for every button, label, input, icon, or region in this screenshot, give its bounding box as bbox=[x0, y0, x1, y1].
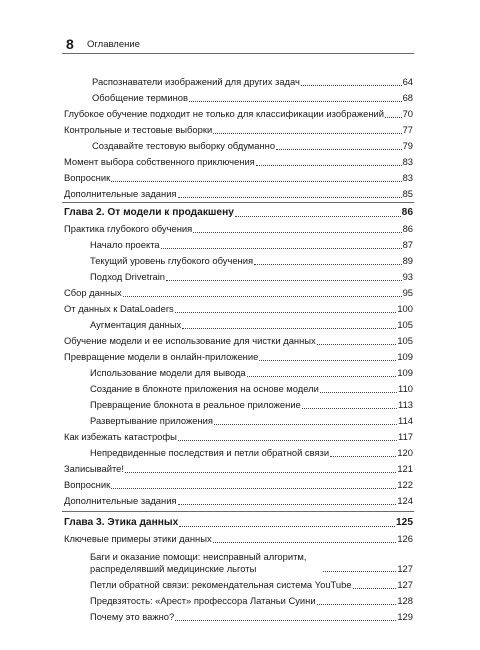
toc-leader-dots bbox=[301, 84, 402, 86]
toc-entry-title: Сбор данных bbox=[64, 287, 122, 298]
toc-leader-dots bbox=[193, 231, 401, 233]
toc-entry-page: 121 bbox=[397, 463, 413, 474]
toc-entry-title: Распознаватели изображений для других задач bbox=[92, 76, 300, 87]
toc-leader-dots bbox=[213, 541, 397, 543]
toc-entry-title: Дополнительные задания bbox=[64, 495, 177, 506]
toc-entry-page: 95 bbox=[402, 287, 413, 298]
toc-entry-title: Создание в блокноте приложения на основе модели bbox=[90, 383, 319, 394]
toc-entry bbox=[64, 532, 413, 546]
toc-leader-dots bbox=[179, 525, 395, 527]
toc-entry-title: Предвзятость: «Арест» профессора Латаньи Суини bbox=[90, 595, 316, 606]
toc-entry-page: 113 bbox=[398, 399, 413, 410]
toc-entry bbox=[64, 286, 413, 300]
toc-entry-title: Глава 3. Этика данных bbox=[64, 517, 179, 528]
toc-entry bbox=[90, 414, 413, 428]
toc-entry-title: Почему это важно? bbox=[90, 611, 175, 622]
toc-entry-page: 77 bbox=[402, 124, 413, 135]
toc-entry bbox=[92, 139, 413, 153]
toc-entry-title: Глубокое обучение подходит не только для классификации изображений bbox=[64, 108, 384, 119]
toc-leader-dots bbox=[385, 116, 402, 118]
toc-entry bbox=[90, 270, 413, 284]
toc-chapter-entry bbox=[64, 206, 413, 220]
toc-entry-page: 109 bbox=[397, 367, 413, 378]
toc-leader-dots bbox=[213, 132, 401, 134]
toc-entry-page: 70 bbox=[402, 108, 413, 119]
toc-entry-page: 86 bbox=[402, 223, 413, 234]
toc-entry-page: 105 bbox=[397, 319, 413, 330]
toc-entry-title: Глава 2. От модели к продакшену bbox=[64, 207, 234, 218]
toc-entry bbox=[90, 382, 413, 396]
toc-entry bbox=[64, 350, 413, 364]
toc-entry-title: Баги и оказание помощи: неисправный алгоритм, распределявший медицинские льготы bbox=[90, 551, 307, 574]
toc-entry bbox=[64, 123, 413, 137]
toc-entry bbox=[90, 549, 413, 575]
toc-entry bbox=[64, 187, 413, 201]
toc-leader-dots bbox=[182, 327, 396, 329]
chapter-separator bbox=[62, 202, 414, 203]
toc-entry-title: Подход Drivetrain bbox=[90, 271, 165, 282]
toc-entry-title: Начало проекта bbox=[90, 239, 160, 250]
toc-entry-title: Как избежать катастрофы bbox=[64, 431, 177, 442]
toc-leader-dots bbox=[247, 375, 397, 377]
toc-entry-title: Непредвиденные последствия и петли обратной связи bbox=[90, 447, 330, 458]
toc-leader-dots bbox=[302, 407, 397, 409]
toc-entry bbox=[64, 430, 413, 444]
toc-entry-title: Ключевые примеры этики данных bbox=[64, 533, 212, 544]
toc-entry-page: 120 bbox=[397, 447, 413, 458]
toc-entry-title: Записывайте! bbox=[64, 463, 124, 474]
toc-entry-title: Аугментация данных bbox=[90, 319, 182, 330]
toc-leader-dots bbox=[276, 148, 402, 150]
toc-entry-page: 129 bbox=[397, 611, 413, 622]
toc-entry bbox=[90, 594, 413, 608]
toc-entry bbox=[90, 238, 413, 252]
toc-entry bbox=[64, 494, 413, 508]
toc-entry-page: 93 bbox=[402, 271, 413, 282]
toc-entry-title: Создавайте тестовую выборку обдуманно bbox=[92, 140, 276, 151]
toc-leader-dots bbox=[323, 570, 396, 572]
toc-entry bbox=[90, 446, 413, 460]
toc-leader-dots bbox=[123, 295, 402, 297]
toc-entry-page: 109 bbox=[397, 351, 413, 362]
toc-leader-dots bbox=[317, 603, 397, 605]
toc-entry-title: Превращение блокнота в реальное приложение bbox=[90, 399, 301, 410]
toc-entry-page: 105 bbox=[397, 335, 413, 346]
toc-entry-title: Вопросник bbox=[64, 479, 111, 490]
page-header bbox=[66, 36, 413, 54]
toc-entry-page: 117 bbox=[398, 431, 413, 442]
toc-leader-dots bbox=[161, 247, 402, 249]
toc-leader-dots bbox=[259, 359, 396, 361]
toc-leader-dots bbox=[178, 196, 402, 198]
toc-entry-title: От данных к DataLoaders bbox=[64, 303, 174, 314]
toc-entry-page: 85 bbox=[402, 188, 413, 199]
toc-leader-dots bbox=[320, 391, 397, 393]
toc-entry-title: Развертывание приложения bbox=[90, 415, 213, 426]
toc-entry-page: 68 bbox=[402, 92, 413, 103]
toc-entry bbox=[64, 302, 413, 316]
toc-entry bbox=[64, 462, 413, 476]
toc-entry bbox=[64, 222, 413, 236]
toc-leader-dots bbox=[330, 455, 396, 457]
toc-entry-page: 127 bbox=[397, 579, 413, 590]
toc-entry-title: Использование модели для вывода bbox=[90, 367, 246, 378]
toc-leader-dots bbox=[178, 439, 397, 441]
toc-chapter-entry bbox=[64, 516, 413, 530]
toc-entry-title: Обобщение терминов bbox=[92, 92, 188, 103]
toc-entry bbox=[64, 171, 413, 185]
toc-entry-title: Практика глубокого обучения bbox=[64, 223, 193, 234]
toc-leader-dots bbox=[111, 180, 401, 182]
toc-entry-page: 110 bbox=[398, 383, 413, 394]
toc-entry-page: 127 bbox=[397, 563, 413, 574]
toc-entry bbox=[90, 610, 413, 624]
toc-entry-page: 86 bbox=[401, 207, 413, 218]
toc-entry bbox=[90, 366, 413, 380]
toc-entry bbox=[64, 478, 413, 492]
toc-entry-title: Превращение модели в онлайн-приложение bbox=[64, 351, 259, 362]
toc-leader-dots bbox=[256, 164, 402, 166]
toc-entry-title: Обучение модели и ее использование для чистки данных bbox=[64, 335, 316, 346]
toc-entry-page: 83 bbox=[402, 156, 413, 167]
toc-entry-page: 83 bbox=[402, 172, 413, 183]
toc-leader-dots bbox=[178, 503, 397, 505]
toc-entry bbox=[90, 578, 413, 592]
page-number: 8 bbox=[66, 36, 74, 52]
toc-leader-dots bbox=[317, 343, 397, 345]
toc-entry-page: 79 bbox=[402, 140, 413, 151]
toc-entry-page: 126 bbox=[397, 533, 413, 544]
toc-entry-page: 100 bbox=[397, 303, 413, 314]
toc-entry-page: 124 bbox=[397, 495, 413, 506]
toc-entry-page: 89 bbox=[402, 255, 413, 266]
toc-entry bbox=[92, 75, 413, 89]
toc-entry-page: 114 bbox=[398, 415, 413, 426]
toc-entry-title: Петли обратной связи: рекомендательная система YouTube bbox=[90, 579, 352, 590]
toc-entry-title: Вопросник bbox=[64, 172, 111, 183]
toc-leader-dots bbox=[235, 215, 401, 217]
toc-entry-page: 64 bbox=[402, 76, 413, 87]
toc-entry bbox=[90, 398, 413, 412]
toc-leader-dots bbox=[125, 471, 396, 473]
chapter-separator bbox=[62, 511, 414, 512]
toc-entry-title: Текущий уровень глубокого обучения bbox=[90, 255, 254, 266]
toc-entry bbox=[64, 334, 413, 348]
toc-entry bbox=[64, 155, 413, 169]
toc-entry-page: 128 bbox=[397, 595, 413, 606]
toc-leader-dots bbox=[175, 619, 396, 621]
toc-leader-dots bbox=[175, 311, 397, 313]
toc-entry-page: 87 bbox=[402, 239, 413, 250]
toc-entry bbox=[90, 318, 413, 332]
toc-leader-dots bbox=[214, 423, 397, 425]
toc-entry bbox=[92, 91, 413, 105]
toc-leader-dots bbox=[353, 587, 397, 589]
running-title: Оглавление bbox=[87, 39, 140, 50]
header-rule bbox=[62, 53, 414, 54]
toc-entry-title: Дополнительные задания bbox=[64, 188, 177, 199]
toc-leader-dots bbox=[254, 263, 402, 265]
toc-entry-page: 122 bbox=[397, 479, 413, 490]
toc-entry bbox=[90, 254, 413, 268]
toc-leader-dots bbox=[166, 279, 402, 281]
toc-entry-page: 125 bbox=[396, 517, 413, 528]
toc-leader-dots bbox=[111, 487, 396, 489]
toc-leader-dots bbox=[189, 100, 402, 102]
toc-entry-title: Момент выбора собственного приключения bbox=[64, 156, 255, 167]
toc-entry bbox=[64, 107, 413, 121]
toc-entry-title: Контрольные и тестовые выборки bbox=[64, 124, 213, 135]
